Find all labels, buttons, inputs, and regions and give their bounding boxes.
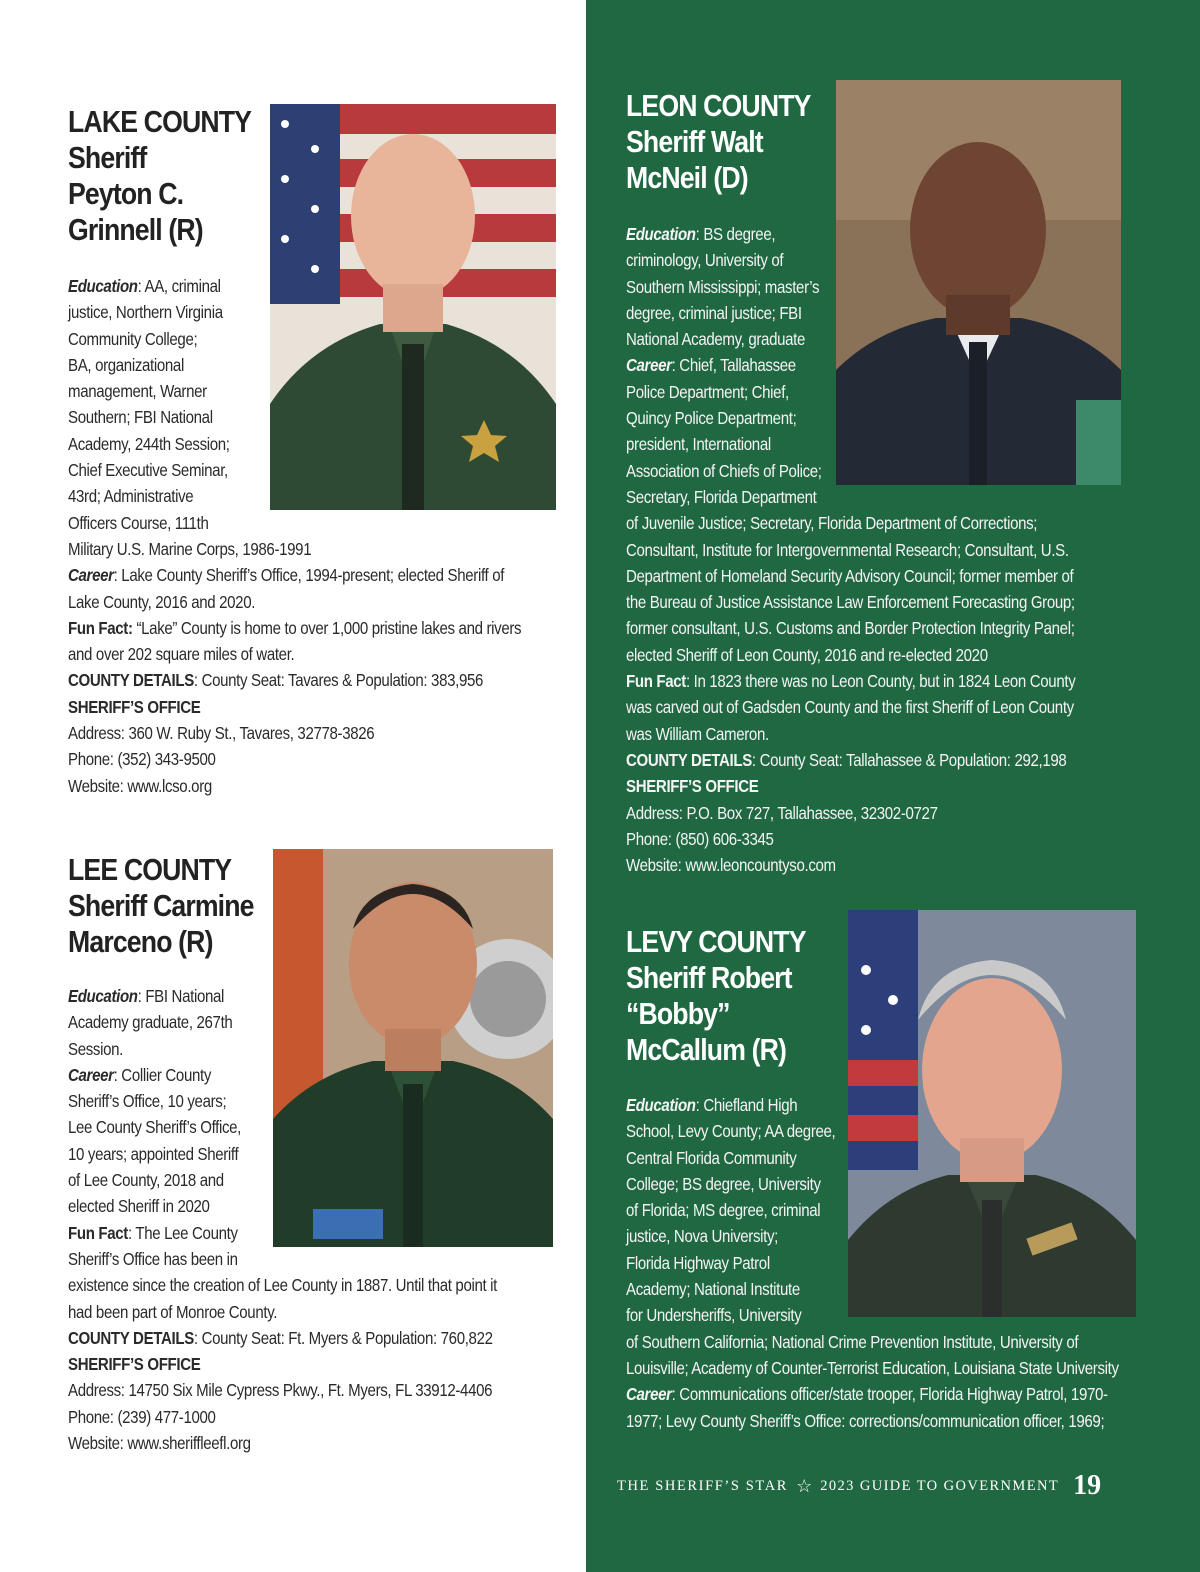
bio-line: the Bureau of Justice Assistance Law Enforcement Forecasting Group;: [626, 592, 1075, 613]
bio-line: justice, Northern Virginia: [68, 302, 223, 323]
lake-county-heading: [68, 104, 251, 248]
bio-line: of Southern California; National Crime Prevention Institute, University of: [626, 1331, 1079, 1352]
address-line: Address: 360 W. Ruby St., Tavares, 32778-3826: [68, 723, 375, 744]
bio-line: [626, 747, 1075, 773]
bio-line: Secretary, Florida Department: [626, 486, 817, 507]
bio-text: : In 1823 there was no Leon County, but in 1824 Leon County: [685, 671, 1076, 692]
bio-line: [68, 562, 521, 588]
bio-line: president, International: [626, 434, 771, 455]
bio-text: : Collier County: [113, 1064, 212, 1085]
bio-line: [68, 667, 521, 693]
education-label: Education: [68, 276, 138, 296]
bio-line: [626, 221, 1075, 247]
bio-line: [68, 1062, 497, 1088]
bio-line: [68, 983, 497, 1009]
bio-line: [68, 1220, 497, 1246]
bio-line: Military U.S. Marine Corps, 1986-1991: [68, 538, 312, 559]
levy-county-bio: [626, 1092, 1199, 1434]
bio-line: Chief Executive Seminar,: [68, 460, 228, 481]
bio-line: of Lee County, 2018 and: [68, 1170, 224, 1191]
heading-line: Sheriff: [68, 140, 147, 175]
bio-text: : County Seat: Tallahassee & Population: 292,198: [751, 749, 1067, 770]
bio-line: College; BS degree, University: [626, 1173, 821, 1194]
bio-line: had been part of Monroe County.: [68, 1301, 278, 1322]
bio-line: elected Sheriff of Leon County, 2016 and re-elected 2020: [626, 644, 988, 665]
bio-line: [68, 615, 521, 641]
bio-line: justice, Nova University;: [626, 1226, 778, 1247]
heading-line: Sheriff Robert: [626, 960, 792, 995]
website-line: Website: www.lcso.org: [68, 775, 212, 796]
bio-text: : FBI National: [137, 986, 225, 1006]
bio-text: : County Seat: Ft. Myers & Population: 760,822: [193, 1327, 493, 1348]
bio-line: Session.: [68, 1038, 123, 1059]
bio-line: [68, 273, 521, 299]
sheriffs-office-label: SHERIFF’S OFFICE: [68, 696, 201, 717]
bio-text: : AA, criminal: [137, 276, 221, 296]
bio-line: Lee County Sheriff’s Office,: [68, 1117, 242, 1138]
phone-line: Phone: (239) 477-1000: [68, 1406, 216, 1427]
bio-line: BA, organizational: [68, 354, 184, 375]
heading-line: McCallum (R): [626, 1032, 787, 1067]
sheriffs-office-label: SHERIFF’S OFFICE: [626, 776, 759, 797]
career-label: Career: [68, 565, 114, 586]
heading-line: LEON COUNTY: [626, 88, 811, 123]
bio-line: and over 202 square miles of water.: [68, 644, 295, 665]
bio-line: Quincy Police Department;: [626, 408, 797, 429]
bio-line: [68, 1351, 497, 1377]
website-line: Website: www.leoncountyso.com: [626, 855, 836, 876]
publication-name: THE SHERIFF’S STAR: [617, 1477, 789, 1494]
bio-text: : Lake County Sheriff’s Office, 1994-present; elected Sheriff of: [113, 565, 505, 586]
bio-text: : Chief, Tallahassee: [671, 355, 796, 376]
bio-line: was carved out of Gadsden County and the first Sheriff of Leon County: [626, 697, 1074, 718]
bio-line: Department of Homeland Security Advisory Council; former member of: [626, 565, 1074, 586]
fun-fact-label: Fun Fact: [68, 1222, 128, 1243]
bio-line: of Juvenile Justice; Secretary, Florida Department of Corrections;: [626, 513, 1038, 534]
website-line: Website: www.sheriffleefl.org: [68, 1433, 251, 1454]
phone-line: Phone: (850) 606-3345: [626, 828, 774, 849]
bio-line: Southern Mississippi; master’s: [626, 276, 820, 297]
bio-line: management, Warner: [68, 381, 207, 402]
bio-line: Southern; FBI National: [68, 407, 213, 428]
bio-line: elected Sheriff in 2020: [68, 1196, 210, 1217]
bio-line: [68, 694, 521, 720]
address-line: Address: P.O. Box 727, Tallahassee, 32302-0727: [626, 802, 938, 823]
bio-line: was William Cameron.: [626, 723, 769, 744]
bio-text: : Communications officer/state trooper, Florida Highway Patrol, 1970-: [671, 1384, 1108, 1405]
phone-line: Phone: (352) 343-9500: [68, 749, 216, 770]
fun-fact-label: Fun Fact:: [68, 617, 133, 638]
page-footer: [617, 1468, 1127, 1504]
levy-county-heading: [626, 924, 806, 1068]
bio-line: [626, 668, 1075, 694]
bio-line: former consultant, U.S. Customs and Border Protection Integrity Panel;: [626, 618, 1075, 639]
bio-line: Community College;: [68, 328, 198, 349]
lee-county-heading: [68, 852, 254, 960]
leon-county-heading: [626, 88, 811, 196]
career-label: Career: [68, 1064, 114, 1085]
career-label: Career: [626, 355, 672, 376]
bio-line: School, Levy County; AA degree,: [626, 1121, 836, 1142]
bio-line: [626, 352, 1075, 378]
bio-line: [626, 1381, 1119, 1407]
heading-line: LEVY COUNTY: [626, 924, 806, 959]
bio-line: Academy, 244th Session;: [68, 433, 230, 454]
bio-line: Sheriff’s Office has been in: [68, 1248, 238, 1269]
bio-line: existence since the creation of Lee County in 1887. Until that point it: [68, 1275, 498, 1296]
bio-line: [626, 1092, 1119, 1118]
heading-line: Marceno (R): [68, 924, 213, 959]
bio-line: Police Department; Chief,: [626, 381, 789, 402]
heading-line: Grinnell (R): [68, 212, 203, 247]
bio-line: 1977; Levy County Sheriff’s Office: corrections/communication officer, 1969;: [626, 1410, 1105, 1431]
guide-title: 2023 GUIDE TO GOVERNMENT: [820, 1477, 1060, 1494]
heading-line: Sheriff Walt: [626, 124, 763, 159]
leon-county-bio: [626, 221, 1149, 878]
bio-line: criminology, University of: [626, 250, 784, 271]
bio-text: : The Lee County: [127, 1222, 238, 1243]
education-label: Education: [626, 224, 696, 244]
bio-line: [68, 1325, 497, 1351]
lee-county-bio: [68, 983, 567, 1456]
page-number: 19: [1073, 1470, 1102, 1501]
bio-text: “Lake” County is home to over 1,000 pristine lakes and rivers: [132, 617, 522, 638]
bio-text: : BS degree,: [695, 224, 776, 244]
bio-line: 43rd; Administrative: [68, 486, 194, 507]
address-line: Address: 14750 Six Mile Cypress Pkwy., Ft. Myers, FL 33912-4406: [68, 1380, 493, 1401]
bio-line: of Florida; MS degree, criminal: [626, 1200, 821, 1221]
bio-line: Louisville; Academy of Counter-Terrorist Education, Louisiana State University: [626, 1357, 1119, 1378]
bio-line: [626, 773, 1075, 799]
bio-line: Association of Chiefs of Police;: [626, 460, 822, 481]
bio-line: for Undersheriffs, University: [626, 1305, 802, 1326]
bio-line: Florida Highway Patrol: [626, 1252, 770, 1273]
lake-county-bio: [68, 273, 595, 799]
bio-line: Central Florida Community: [626, 1147, 797, 1168]
bio-line: Academy graduate, 267th: [68, 1012, 233, 1033]
heading-line: McNeil (D): [626, 160, 748, 195]
sheriffs-office-label: SHERIFF’S OFFICE: [68, 1354, 201, 1375]
bio-line: degree, criminal justice; FBI: [626, 302, 802, 323]
bio-line: Consultant, Institute for Intergovernmental Research; Consultant, U.S.: [626, 539, 1069, 560]
education-label: Education: [626, 1095, 696, 1115]
county-details-label: COUNTY DETAILS: [626, 749, 752, 770]
fun-fact-label: Fun Fact: [626, 671, 686, 692]
county-details-label: COUNTY DETAILS: [68, 1327, 194, 1348]
heading-line: LEE COUNTY: [68, 852, 232, 887]
heading-line: LAKE COUNTY: [68, 104, 252, 139]
bio-line: Sheriff’s Office, 10 years;: [68, 1091, 227, 1112]
heading-line: Sheriff Carmine: [68, 888, 254, 923]
bio-line: Officers Course, 111th: [68, 512, 209, 533]
star-outline-icon: ☆: [796, 1476, 813, 1496]
bio-text: : County Seat: Tavares & Population: 383,956: [193, 670, 484, 691]
education-label: Education: [68, 986, 138, 1006]
career-label: Career: [626, 1384, 672, 1405]
county-details-label: COUNTY DETAILS: [68, 670, 194, 691]
bio-text: : Chiefland High: [695, 1095, 798, 1115]
heading-line: “Bobby”: [626, 996, 730, 1031]
bio-line: Academy; National Institute: [626, 1279, 800, 1300]
bio-line: 10 years; appointed Sheriff: [68, 1143, 239, 1164]
bio-line: National Academy, graduate: [626, 329, 806, 350]
bio-line: Lake County, 2016 and 2020.: [68, 591, 256, 612]
heading-line: Peyton C.: [68, 176, 184, 211]
